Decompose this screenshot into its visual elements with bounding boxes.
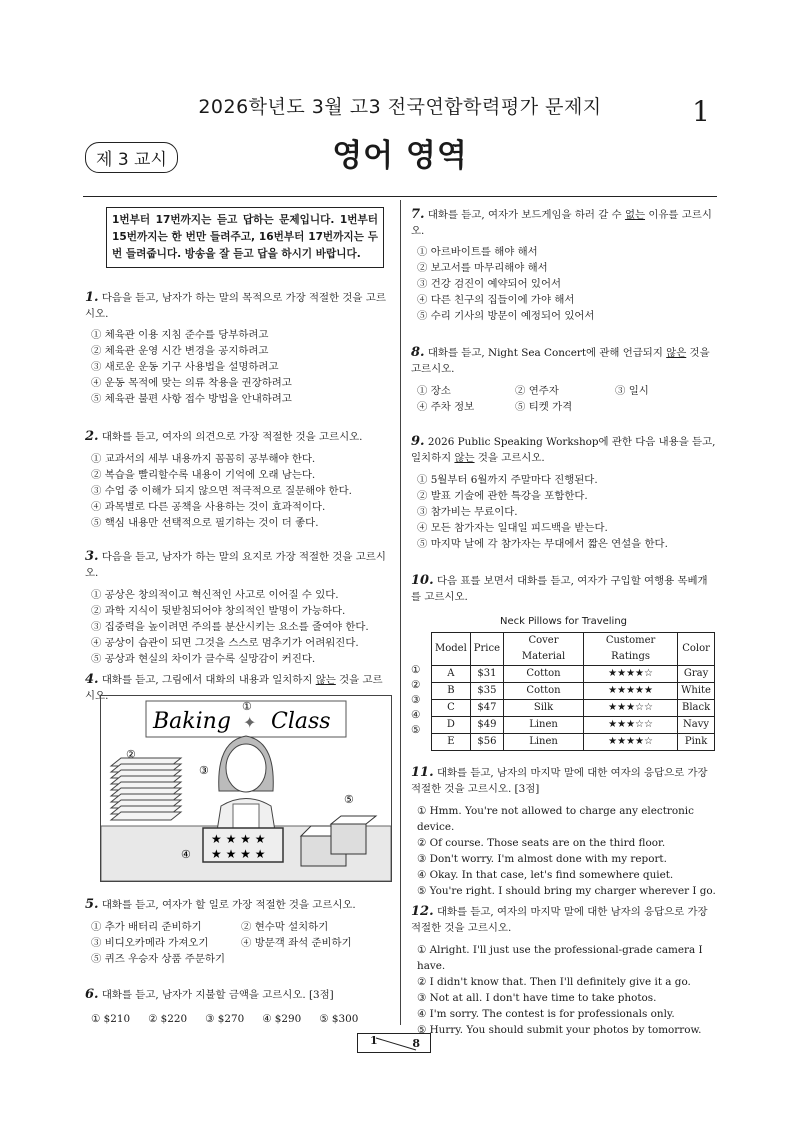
question-text: 대화를 듣고, 그림에서 대화의 내용과 일치하지 <box>101 674 316 686</box>
option-1[interactable]: ① 교과서의 세부 내용까지 꼼꼼히 공부해야 한다. <box>91 453 316 465</box>
option-4[interactable]: ④ I'm sorry. The contest is for professionals only. <box>417 1008 675 1020</box>
option-3[interactable]: ③ $270 <box>205 1013 245 1025</box>
question-2 <box>85 429 390 531</box>
cell: C <box>432 700 471 717</box>
col-color: Color <box>678 633 715 666</box>
col-price: Price <box>470 633 503 666</box>
option-4[interactable]: ④ 방문객 좌석 준비하기 <box>241 937 352 949</box>
cell: Linen <box>504 734 584 751</box>
row-marker-5[interactable]: ⑤ <box>411 724 421 736</box>
option-1[interactable]: ① 추가 배터리 준비하기 <box>91 921 202 933</box>
col-model: Model <box>432 633 471 666</box>
question-text-end: 것을 고르시오. <box>411 347 710 375</box>
option-5[interactable]: ⑤ 티켓 가격 <box>515 401 573 413</box>
page-number: 1 <box>692 95 710 128</box>
cell: Linen <box>504 717 584 734</box>
question-text: 대화를 듣고, Night Sea Concert에 관해 언급되지 <box>427 347 667 359</box>
option-4[interactable]: ④ 다른 친구의 집들이에 가야 해서 <box>417 294 575 306</box>
question-text-end: 이유를 고르시오. <box>411 209 712 237</box>
option-4[interactable]: ④ 모든 참가자는 일대일 피드백을 받는다. <box>417 522 608 534</box>
option-4[interactable]: ④ 주차 정보 <box>417 401 475 413</box>
column-divider <box>400 200 401 1025</box>
row-markers <box>411 632 431 751</box>
question-6 <box>85 987 390 1027</box>
banner-star-icon: ✦ <box>243 713 257 732</box>
svg-text:★ ★ ★ ★: ★ ★ ★ ★ <box>211 832 266 846</box>
cell: Cotton <box>504 683 584 700</box>
question-text: 다음을 듣고, 남자가 하는 말의 요지로 가장 적절한 것을 고르시오. <box>85 551 386 579</box>
question-number: 11. <box>411 765 434 780</box>
page-total: 8 <box>412 1037 420 1050</box>
option-3[interactable]: ③ 집중력을 높이려면 주의를 분산시키는 요소를 줄여야 한다. <box>91 621 369 633</box>
cell: ★★★☆☆ <box>584 717 678 734</box>
option-2[interactable]: ② Of course. Those seats are on the third floor. <box>417 837 666 849</box>
question-3 <box>85 549 390 667</box>
option-2[interactable]: ② 체육관 운영 시간 변경을 공지하려고 <box>91 345 269 357</box>
question-text: 대화를 듣고, 여자의 마지막 말에 대한 남자의 응답으로 가장 적절한 것을 고르시오. <box>411 906 708 934</box>
cell: Black <box>678 700 715 717</box>
option-1[interactable]: ① 장소 <box>417 385 451 397</box>
cell: D <box>432 717 471 734</box>
question-text: 대화를 듣고, 여자의 의견으로 가장 적절한 것을 고르시오. <box>101 431 363 443</box>
option-3[interactable]: ③ Don't worry. I'm almost done with my report. <box>417 853 667 865</box>
option-4[interactable]: ④ 운동 목적에 맞는 의류 착용을 권장하려고 <box>91 377 292 389</box>
marker-1[interactable]: ① <box>242 700 252 713</box>
table-title: Neck Pillows for Traveling <box>499 616 628 627</box>
question-text: 대화를 듣고, 남자가 지불할 금액을 고르시오. [3점] <box>101 989 334 1001</box>
subject-title: 영어 영역 <box>332 138 468 174</box>
question-number: 3. <box>85 549 99 564</box>
question-number: 10. <box>411 573 434 588</box>
col-cover-material: Cover Material <box>504 633 584 666</box>
option-4[interactable]: ④ Okay. In that case, let's find somewhere quiet. <box>417 869 674 881</box>
col-customer-ratings: Customer Ratings <box>584 633 678 666</box>
cell: Silk <box>504 700 584 717</box>
cell: Pink <box>678 734 715 751</box>
cell: $56 <box>470 734 503 751</box>
cookie-tray <box>203 828 283 862</box>
cell: Cotton <box>504 666 584 683</box>
table-row <box>432 717 715 734</box>
option-2[interactable]: ② 현수막 설치하기 <box>241 921 329 933</box>
marker-3[interactable]: ③ <box>199 764 209 777</box>
marker-4[interactable]: ④ <box>181 848 191 861</box>
question-8 <box>411 345 716 415</box>
question-text: 다음 표를 보면서 대화를 듣고, 여자가 구입할 여행용 목베개를 고르시오. <box>411 575 708 603</box>
option-1[interactable]: ① $210 <box>91 1013 131 1025</box>
option-2[interactable]: ② I didn't know that. Then I'll definitely give it a go. <box>417 976 691 988</box>
option-5[interactable]: ⑤ 핵심 내용만 선택적으로 필기하는 것이 더 좋다. <box>91 517 319 529</box>
question-7 <box>411 207 716 324</box>
option-1[interactable]: ① 공상은 창의적이고 혁신적인 사고로 이어질 수 있다. <box>91 589 339 601</box>
question-number: 5. <box>85 897 99 912</box>
option-1[interactable]: ① Hmm. You're not allowed to charge any electronic device. <box>417 805 694 833</box>
option-3[interactable]: ③ 새로운 운동 기구 사용법을 설명하려고 <box>91 361 279 373</box>
option-2[interactable]: ② 발표 기술에 관한 특강을 포함한다. <box>417 490 588 502</box>
option-3[interactable]: ③ 수업 중 이해가 되지 않으면 적극적으로 질문해야 한다. <box>91 485 352 497</box>
question-text-emphasis: 없는 <box>624 209 646 221</box>
header-divider <box>83 196 717 197</box>
option-5[interactable]: ⑤ 체육관 불편 사항 접수 방법을 안내하려고 <box>91 393 292 405</box>
table-row <box>432 666 715 683</box>
option-2[interactable]: ② 연주자 <box>515 385 559 397</box>
question-number: 2. <box>85 429 99 444</box>
question-number: 4. <box>85 672 99 687</box>
cell: $35 <box>470 683 503 700</box>
option-2[interactable]: ② $220 <box>148 1013 188 1025</box>
question-number: 8. <box>411 345 425 360</box>
row-marker-3[interactable]: ③ <box>411 694 421 706</box>
exam-title: 2026학년도 3월 고3 전국연합학력평가 문제지 <box>198 96 602 118</box>
question-number: 12. <box>411 904 434 919</box>
question-number: 6. <box>85 987 99 1002</box>
cell: ★★★★☆ <box>584 734 678 751</box>
question-9 <box>411 434 716 552</box>
question-text: 2026 Public Speaking Workshop에 관한 다음 내용을 듣고, 일치하지 <box>411 436 716 464</box>
option-5[interactable]: ⑤ 퀴즈 우승자 상품 주문하기 <box>91 953 226 965</box>
banner-text-left: Baking <box>153 709 231 734</box>
option-4[interactable]: ④ $290 <box>262 1013 302 1025</box>
question-text-emphasis: 않은 <box>666 347 687 359</box>
option-5[interactable]: ⑤ 수리 기사의 방문이 예정되어 있어서 <box>417 310 595 322</box>
table-row <box>432 700 715 717</box>
cell: White <box>678 683 715 700</box>
tray-stack <box>111 758 181 820</box>
option-5[interactable]: ⑤ 마지막 날에 각 참가자는 무대에서 짧은 연설을 한다. <box>417 538 668 550</box>
page-counter <box>357 1033 431 1053</box>
row-marker-4[interactable]: ④ <box>411 709 421 721</box>
baking-class-illustration <box>100 695 392 882</box>
question-number: 9. <box>411 434 425 449</box>
question-11 <box>411 765 716 899</box>
question-text: 대화를 듣고, 여자가 할 일로 가장 적절한 것을 고르시오. <box>101 899 356 911</box>
marker-5[interactable]: ⑤ <box>344 793 354 806</box>
option-1[interactable]: ① 아르바이트를 해야 해서 <box>417 246 538 258</box>
cell: ★★★★☆ <box>584 666 678 683</box>
question-1 <box>85 290 390 407</box>
question-5 <box>85 897 390 967</box>
table-row <box>432 683 715 700</box>
question-number: 1. <box>85 290 99 305</box>
marker-2[interactable]: ② <box>126 748 136 761</box>
option-3[interactable]: ③ 일시 <box>615 385 649 397</box>
listening-notice: 1번부터 17번까지는 듣고 답하는 문제입니다. 1번부터 15번까지는 한 번만 들려주고, 16번부터 17번까지는 두 번 들려줍니다. 방송을 잘 듣고 답을 하시기 바랍니다. <box>106 207 384 268</box>
option-3[interactable]: ③ 비디오카메라 가져오기 <box>91 937 209 949</box>
page-current: 1 <box>370 1034 378 1047</box>
option-3[interactable]: ③ 참가비는 무료이다. <box>417 506 518 518</box>
baking-class-scene <box>101 696 391 881</box>
cell: ★★★☆☆ <box>584 700 678 717</box>
option-1[interactable]: ① 체육관 이용 지침 준수를 당부하려고 <box>91 329 269 341</box>
cell: E <box>432 734 471 751</box>
neck-pillow-table <box>431 632 715 751</box>
option-5[interactable]: ⑤ $300 <box>319 1013 359 1025</box>
cell: $47 <box>470 700 503 717</box>
question-text-emphasis: 않는 <box>454 452 475 464</box>
cell: B <box>432 683 471 700</box>
table-row <box>432 734 715 751</box>
question-text: 대화를 듣고, 남자의 마지막 말에 대한 여자의 응답으로 가장 적절한 것을 고르시오. [3점] <box>411 767 708 795</box>
option-3[interactable]: ③ Not at all. I don't have time to take photos. <box>417 992 657 1004</box>
option-1[interactable]: ① 5월부터 6월까지 주말마다 진행된다. <box>417 474 598 486</box>
svg-text:★ ★ ★ ★: ★ ★ ★ ★ <box>211 847 266 861</box>
row-marker-1[interactable]: ① <box>411 664 421 676</box>
row-marker-2[interactable]: ② <box>411 679 421 691</box>
option-5[interactable]: ⑤ Hurry. You should submit your photos by tomorrow. <box>417 1024 702 1036</box>
cell: ★★★★★ <box>584 683 678 700</box>
cell: Gray <box>678 666 715 683</box>
banner-text-right: Class <box>271 709 331 734</box>
question-text: 대화를 듣고, 여자가 보드게임을 하러 갈 수 <box>427 209 625 221</box>
option-4[interactable]: ④ 과목별로 다른 공책을 사용하는 것이 효과적이다. <box>91 501 326 513</box>
cell: Navy <box>678 717 715 734</box>
option-4[interactable]: ④ 공상이 습관이 되면 그것을 스스로 멈추기가 어려워진다. <box>91 637 359 649</box>
period-badge: 제 3 교시 <box>85 142 178 173</box>
cell: $49 <box>470 717 503 734</box>
option-5[interactable]: ⑤ You're right. I should bring my charger wherever I go. <box>417 885 716 897</box>
option-2[interactable]: ② 보고서를 마무리해야 해서 <box>417 262 548 274</box>
question-text-emphasis: 않는 <box>315 674 336 686</box>
question-number: 7. <box>411 207 425 222</box>
option-5[interactable]: ⑤ 공상과 현실의 차이가 클수록 실망감이 커진다. <box>91 653 316 665</box>
question-text: 다음을 듣고, 남자가 하는 말의 목적으로 가장 적절한 것을 고르시오. <box>85 292 386 320</box>
option-1[interactable]: ① Alright. I'll just use the professional-grade camera I have. <box>417 944 703 972</box>
question-text-end: 것을 고르시오. <box>85 674 383 702</box>
option-2[interactable]: ② 복습을 빨리할수록 내용이 기억에 오래 남는다. <box>91 469 316 481</box>
cell: A <box>432 666 471 683</box>
option-3[interactable]: ③ 건강 검진이 예약되어 있어서 <box>417 278 562 290</box>
question-12 <box>411 904 716 1038</box>
option-2[interactable]: ② 과학 지식이 뒷받침되어야 창의적인 발명이 가능하다. <box>91 605 346 617</box>
cell: $31 <box>470 666 503 683</box>
question-text-end: 것을 고르시오. <box>474 452 545 464</box>
question-10 <box>411 573 716 751</box>
